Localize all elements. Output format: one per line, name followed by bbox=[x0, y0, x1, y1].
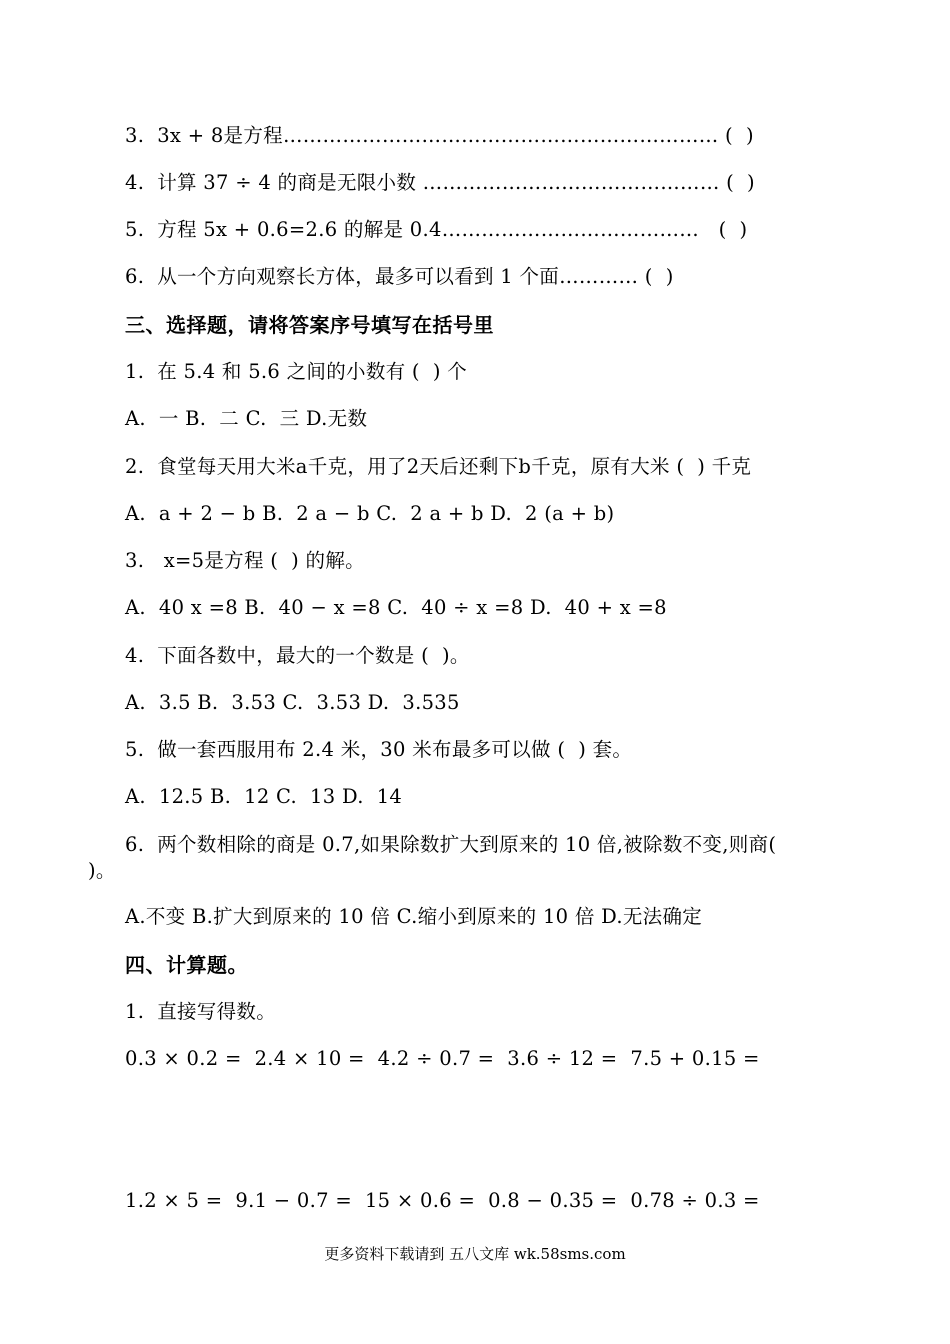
choice-question-3: 3. x=5是方程 ( ) 的解。 bbox=[125, 549, 365, 572]
choice-question-6: 6. 两个数相除的商是 0.7,如果除数扩大到原来的 10 倍,被除数不变,则商( bbox=[125, 833, 777, 856]
calc-question-1: 1. 直接写得数。 bbox=[125, 1000, 277, 1023]
choice-options-5: A. 12.5 B. 12 C. 13 D. 14 bbox=[125, 785, 403, 808]
footer-link[interactable]: 更多资料下载请到 五八文库 wk.58sms.com bbox=[324, 1245, 626, 1263]
choice-options-2: A. a + 2 − b B. 2 a − b C. 2 a + b D. 2 (a + b) bbox=[125, 502, 615, 525]
judge-item-3: 3. 3x + 8是方程………………………………………………………… ( ) bbox=[125, 124, 754, 147]
section-4-heading: 四、计算题。 bbox=[125, 953, 248, 977]
choice-question-6-continued: )。 bbox=[88, 859, 116, 882]
choice-options-3: A. 40 x =8 B. 40 − x =8 C. 40 ÷ x =8 D. 40 + x =8 bbox=[125, 596, 667, 619]
calc-row-2: 1.2 × 5 = 9.1 − 0.7 = 15 × 0.6 = 0.8 − 0.35 = 0.78 ÷ 0.3 = bbox=[125, 1189, 760, 1212]
choice-question-1: 1. 在 5.4 和 5.6 之间的小数有 ( ) 个 bbox=[125, 360, 468, 383]
judge-item-6: 6. 从一个方向观察长方体，最多可以看到 1 个面………… ( ) bbox=[125, 265, 674, 288]
section-3-heading: 三、选择题，请将答案序号填写在括号里 bbox=[125, 313, 494, 337]
judge-item-4: 4. 计算 37 ÷ 4 的商是无限小数 ……………………………………… ( ) bbox=[125, 171, 755, 194]
choice-question-4: 4. 下面各数中，最大的一个数是 ( )。 bbox=[125, 644, 470, 667]
choice-options-1: A. 一 B. 二 C. 三 D.无数 bbox=[125, 407, 368, 430]
calc-row-1: 0.3 × 0.2 = 2.4 × 10 = 4.2 ÷ 0.7 = 3.6 ÷ 12 = 7.5 + 0.15 = bbox=[125, 1047, 760, 1070]
choice-question-2: 2. 食堂每天用大米a千克，用了2天后还剩下b千克，原有大米 ( ) 千克 bbox=[125, 455, 752, 478]
choice-options-6: A.不变 B.扩大到原来的 10 倍 C.缩小到原来的 10 倍 D.无法确定 bbox=[125, 905, 703, 928]
choice-options-4: A. 3.5 B. 3.53 C. 3.53 D. 3.535 bbox=[125, 691, 460, 714]
choice-question-5: 5. 做一套西服用布 2.4 米，30 米布最多可以做 ( ) 套。 bbox=[125, 738, 633, 761]
judge-item-5: 5. 方程 5x + 0.6=2.6 的解是 0.4………………………………… ( ) bbox=[125, 218, 748, 241]
